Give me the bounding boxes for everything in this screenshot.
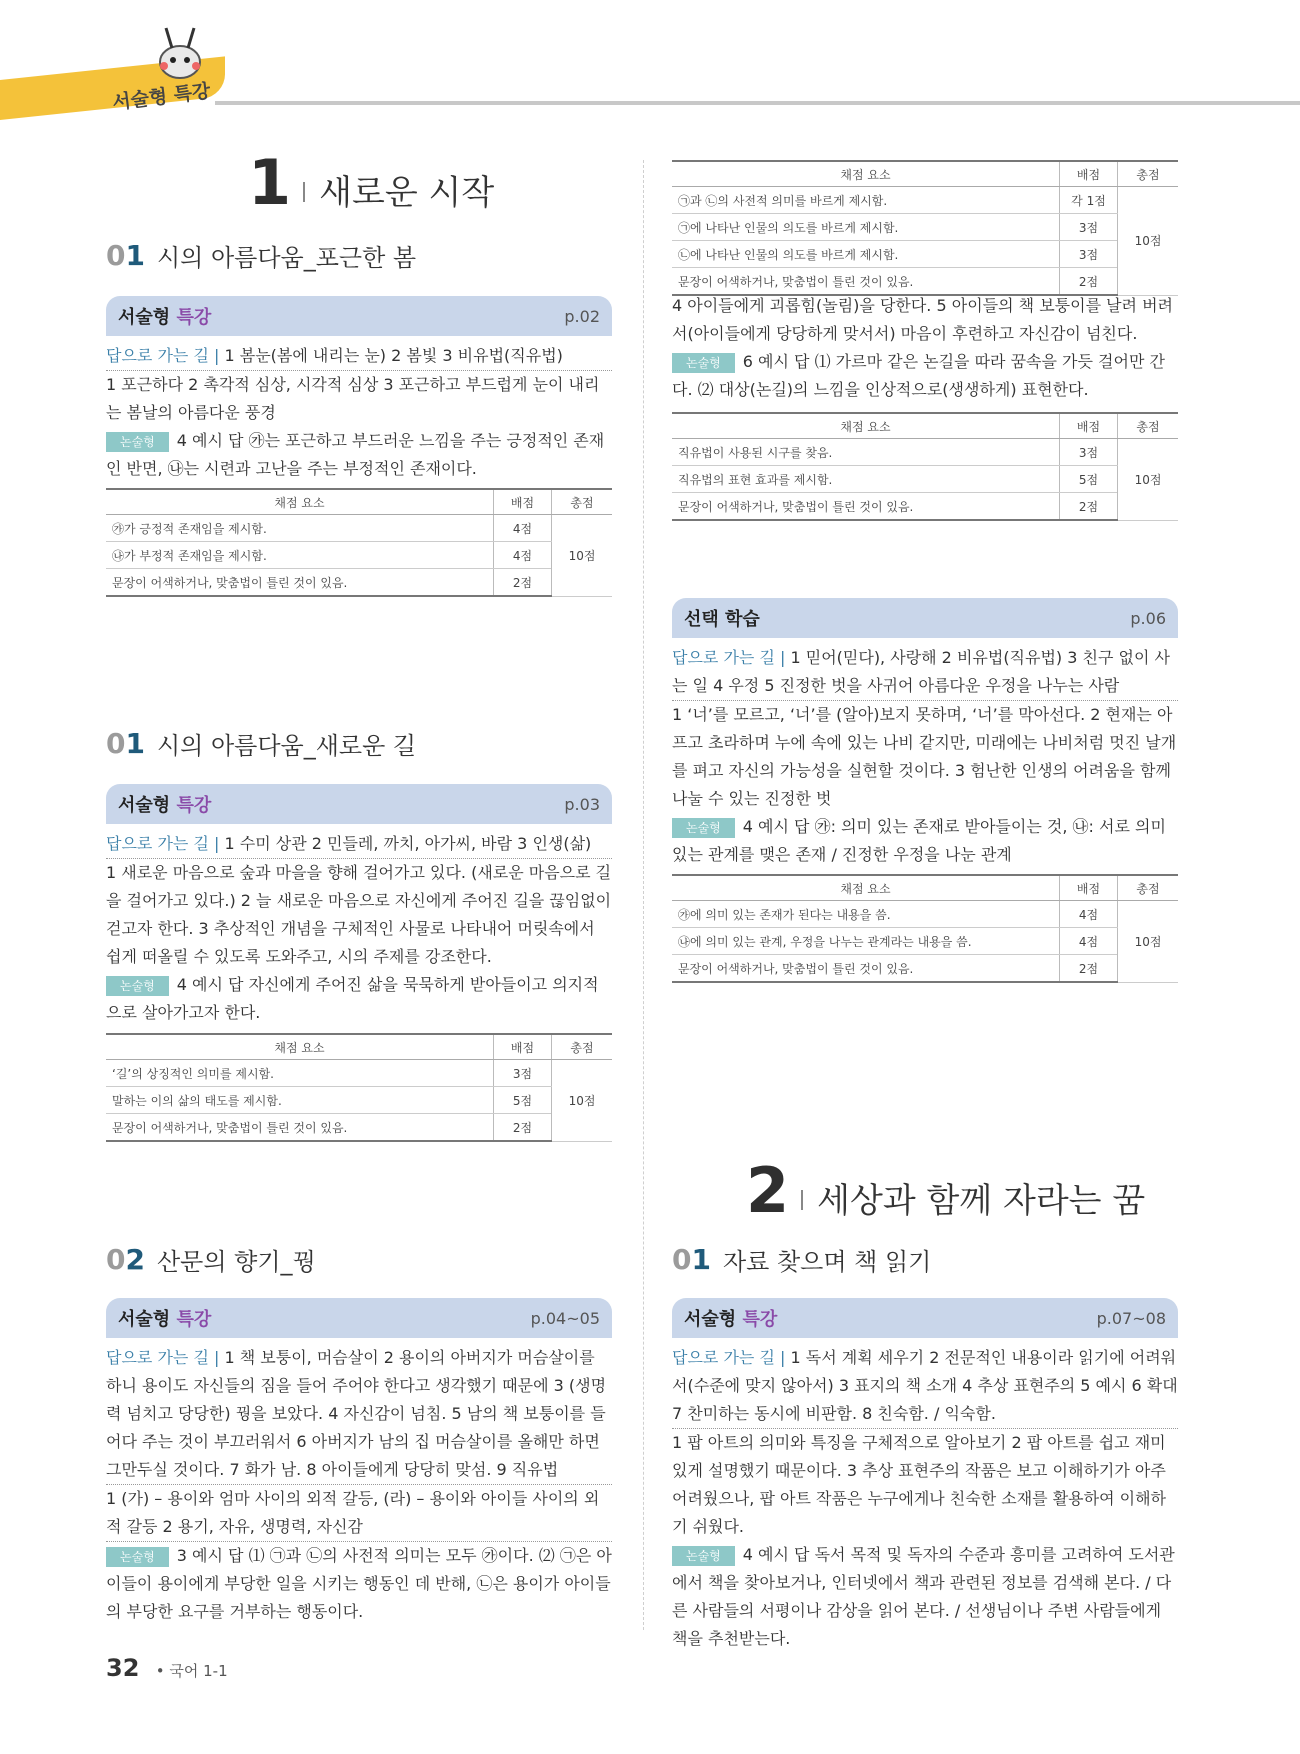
- chapter-bar: [303, 182, 305, 202]
- subsection-title: 산문의 향기_꿩: [156, 1248, 316, 1276]
- page-ref: p.06: [1130, 608, 1166, 628]
- essay-tag: 논술형: [106, 976, 169, 996]
- section-box-select: 선택 학습 p.06: [672, 598, 1178, 638]
- essay-tag: 논술형: [672, 818, 735, 838]
- page-number: 32: [106, 1654, 140, 1682]
- section-box: 서술형 특강 p.04~05: [106, 1298, 612, 1338]
- subsection-title: 시의 아름다움_새로운 길: [156, 732, 417, 760]
- answer-text: 답으로 가는 길 | 1 책 보퉁이, 머슴살이 2 용이의 아버지가 머슴살이를 하니 용이도 자신들의 짐을 들어 주어야 한다고 생각했기 때문에 3 (생명력 넘치고 당당한) 꿩을 보았다. 4 자신감이 넘침. 5 남의 책 보퉁이를 들어다 주는 것이 부끄러워서 6 아버지가 남의 집 머슴살이를 올해만 하면 그만두실 것이다. 7 화가 남. 8 아이들에게 당당히 맞섬. 9 직유법 1 (가) – 용이와 엄마 사이의 외적 갈등, (라) – 용이와 아이들 사이의 외적 갈등 2 용기, 자유, 생명력, 자신감 논술형 3 예시 답 ⑴ ㉠과 ㉡의 사전적 의미는 모두 ㉮이다. ⑵ ㉠은 아이들이 용이에게 부당한 일을 시키는 행동인 데 반해, ㉡은 용이가 아이들의 부당한 요구를 거부하는 행동이다.: [106, 1344, 612, 1626]
- subsection-heading: 01 시의 아름다움_새로운 길: [106, 727, 417, 760]
- scoring-table: 채점 요소 배점 총점 직유법이 사용된 시구를 찾음. 3점 10점 직유법의 표현 효과를 제시함. 5점 문장이 어색하거나, 맞춤법이 틀린 것이 있음. 2점: [672, 412, 1178, 521]
- subsection-heading: 01 시의 아름다움_포근한 봄: [106, 239, 417, 272]
- column-divider: [643, 160, 644, 1630]
- scoring-table: 채점 요소 배점 총점 ㉠과 ㉡의 사전적 의미를 바르게 제시함. 각 1점 10점 ㉠에 나타난 인물의 의도를 바르게 제시함. 3점 ㉡에 나타난 인물의 의도를 바르게 제시함. 3점 문장이 어색하거나, 맞춤법이 틀린 것이 있음. 2점: [672, 160, 1178, 296]
- chapter-1-heading: [248, 146, 495, 219]
- page-ref: p.04~05: [530, 1308, 600, 1328]
- subsection-title: 자료 찾으며 책 읽기: [722, 1248, 932, 1276]
- essay-tag: 논술형: [106, 432, 169, 452]
- page-ref: p.02: [564, 306, 600, 326]
- answer-text: 답으로 가는 길 | 1 독서 계획 세우기 2 전문적인 내용이라 읽기에 어려워서(수준에 맞지 않아서) 3 표지의 책 소개 4 추상 표현주의 5 예시 6 확대 7 찬미하는 동시에 비판함. 8 친숙함. / 익숙함. 1 팝 아트의 의미와 특징을 구체적으로 알아보기 2 팝 아트를 쉽고 재미있게 설명했기 때문이다. 3 추상 표현주의 작품은 보고 이해하기가 아주 어려웠으나, 팝 아트 작품은 누구에게나 친숙한 소재를 활용하여 이해하기 쉬웠다. 논술형 4 예시 답 독서 목적 및 독자의 수준과 흥미를 고려하여 도서관에서 책을 찾아보거나, 인터넷에서 책과 관련된 정보를 검색해 본다. / 다른 사람들의 서평이나 감상을 읽어 본다. / 선생님이나 주변 사람들에게 책을 추천받는다.: [672, 1344, 1178, 1653]
- chapter-number: 1: [248, 146, 292, 219]
- essay-tag: 논술형: [106, 1547, 169, 1567]
- page-ref: p.03: [564, 794, 600, 814]
- answer-text: 답으로 가는 길 | 1 수미 상관 2 민들레, 까치, 아가씨, 바람 3 인생(삶) 1 새로운 마음으로 숲과 마을을 향해 걸어가고 있다. (새로운 마음으로 길을 걸어가고 있다.) 2 늘 새로운 마음으로 자신에게 주어진 길을 끊임없이 걷고자 한다. 3 추상적인 개념을 구체적인 사물로 나타내어 머릿속에서 쉽게 떠올릴 수 있도록 도와주고, 시의 주제를 강조한다. 논술형 4 예시 답 자신에게 주어진 삶을 묵묵하게 받아들이고 의지적으로 살아가고자 한다.: [106, 830, 612, 1027]
- essay-tag: 논술형: [672, 1546, 735, 1566]
- header-rule: [215, 101, 1300, 105]
- essay-tag: 논술형: [672, 353, 735, 373]
- chapter-title: 세상과 함께 자라는 꿈: [817, 1181, 1146, 1222]
- subsection-heading: 01 자료 찾으며 책 읽기: [672, 1243, 932, 1276]
- chapter-2-heading: [746, 1154, 1146, 1227]
- section-box: 서술형 특강 p.02: [106, 296, 612, 336]
- chapter-title: 새로운 시작: [319, 173, 495, 214]
- section-box: 서술형 특강 p.07~08: [672, 1298, 1178, 1338]
- book-title: • 국어 1-1: [155, 1662, 228, 1680]
- answer-text: 답으로 가는 길 | 1 봄눈(봄에 내리는 눈) 2 봄빛 3 비유법(직유법) 1 포근하다 2 촉각적 심상, 시각적 심상 3 포근하고 부드럽게 눈이 내리는 봄날의 아름다운 풍경 논술형 4 예시 답 ㉮는 포근하고 부드러운 느낌을 주는 긍정적인 존재인 반면, ㉯는 시련과 고난을 주는 부정적인 존재이다.: [106, 342, 612, 483]
- scoring-table: 채점 요소 배점 총점 ㉮가 긍정적 존재임을 제시함. 4점 10점 ㉯가 부정적 존재임을 제시함. 4점 문장이 어색하거나, 맞춤법이 틀린 것이 있음. 2점: [106, 488, 612, 597]
- subsection-heading: 02 산문의 향기_꿩: [106, 1243, 316, 1276]
- header-label: 서술형 특강: [111, 80, 212, 114]
- chapter-bar: [801, 1190, 803, 1210]
- section-box: 서술형 특강 p.03: [106, 784, 612, 824]
- answer-text: 4 아이들에게 괴롭힘(놀림)을 당한다. 5 아이들의 책 보퉁이를 날려 버려서(아이들에게 당당하게 맞서서) 마음이 후련하고 자신감이 넘친다. 논술형 6 예시 답 ⑴ 가르마 같은 논길을 따라 꿈속을 가듯 걸어만 간다. ⑵ 대상(논길)의 느낌을 인상적으로(생생하게) 표현한다.: [672, 296, 1174, 399]
- answer-text: 답으로 가는 길 | 1 믿어(믿다), 사랑해 2 비유법(직유법) 3 친구 없이 사는 일 4 우정 5 진정한 벗을 사귀어 아름다운 우정을 나누는 사람 1 ‘너’를 모르고, ‘너’를 (알아)보지 못하며, ‘너’를 막아선다. 2 현재는 아프고 초라하며 누에 속에 있는 나비 같지만, 미래에는 나비처럼 멋진 날개를 펴고 자신의 가능성을 실현할 것이다. 3 험난한 인생의 어려움을 함께 나눌 수 있는 진정한 벗 논술형 4 예시 답 ㉮: 의미 있는 존재로 받아들이는 것, ㉯: 서로 의미 있는 관계를 맺은 존재 / 진정한 우정을 나눈 관계: [672, 644, 1178, 869]
- chapter-number: 2: [746, 1154, 790, 1227]
- scoring-table: 채점 요소 배점 총점 ‘길’의 상징적인 의미를 제시함. 3점 10점 말하는 이의 삶의 태도를 제시함. 5점 문장이 어색하거나, 맞춤법이 틀린 것이 있음. 2점: [106, 1033, 612, 1142]
- subsection-title: 시의 아름다움_포근한 봄: [156, 244, 417, 272]
- scoring-table: 채점 요소 배점 총점 ㉮에 의미 있는 존재가 된다는 내용을 씀. 4점 10점 ㉯에 의미 있는 관계, 우정을 나누는 관계라는 내용을 씀. 4점 문장이 어색하거나, 맞춤법이 틀린 것이 있음. 2점: [672, 874, 1178, 983]
- mascot-icon: [148, 22, 212, 86]
- page-footer: [106, 1654, 228, 1682]
- page-ref: p.07~08: [1096, 1308, 1166, 1328]
